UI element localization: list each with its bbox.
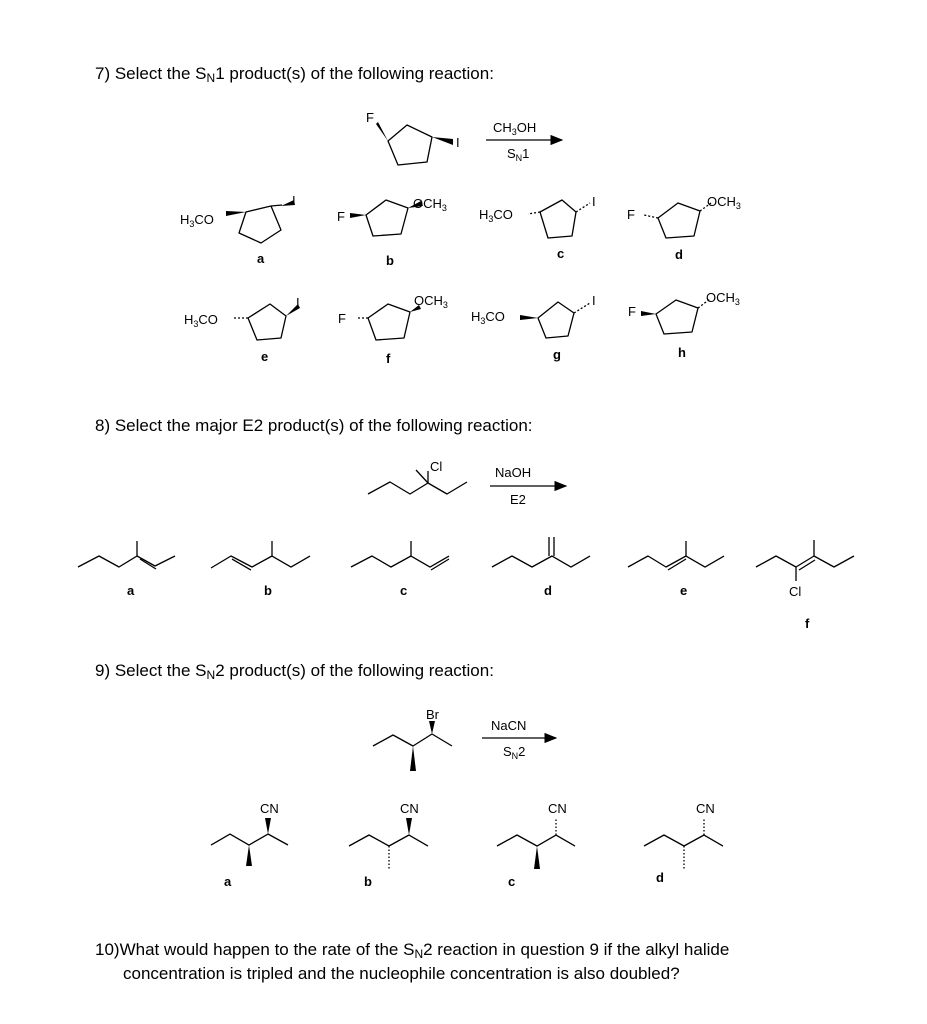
svg-text:CN: CN [260, 801, 279, 816]
q8-option-a[interactable] [78, 541, 175, 598]
q8-option-d[interactable] [492, 537, 590, 598]
q7-option-a[interactable] [180, 193, 296, 266]
svg-text:a: a [127, 583, 135, 598]
svg-text:CN: CN [696, 801, 715, 816]
q7-option-c[interactable] [479, 194, 596, 261]
svg-text:F: F [366, 110, 374, 125]
svg-text:CH3OH: $CH_3OH$ [493, 120, 537, 137]
svg-text:Br: Br [426, 707, 439, 722]
q8-option-b[interactable] [211, 541, 310, 598]
svg-text:c: c [400, 583, 408, 598]
svg-text:SN1: $S_N1$ [507, 146, 530, 163]
q9-option-a[interactable] [211, 801, 288, 889]
svg-text:c: c [508, 874, 516, 889]
svg-text:b: b [264, 583, 272, 598]
svg-text:c: c [557, 246, 565, 261]
question-9: 9) Select the $S_N2$ product(s) of the following reaction: [95, 661, 494, 682]
svg-text:d: d [675, 247, 683, 262]
svg-text:H3CO: $H_3CO$ [180, 212, 214, 229]
svg-text:e: e [680, 583, 688, 598]
svg-text:b: b [364, 874, 372, 889]
svg-text:OCH3: $OCH_3$ [414, 293, 448, 310]
q7-option-h[interactable] [628, 290, 740, 360]
svg-text:f: f [805, 616, 810, 631]
q8-reaction-arrow [490, 465, 566, 507]
svg-text:I: I [456, 135, 460, 150]
svg-text:CN: CN [548, 801, 567, 816]
q9-reaction-arrow [482, 718, 556, 761]
svg-text:f: f [386, 351, 391, 366]
svg-text:NaCN: NaCN [491, 718, 527, 733]
svg-text:H3CO: $H_3CO$ [471, 309, 505, 326]
q8-option-f[interactable] [756, 540, 854, 631]
q8-option-e[interactable] [628, 541, 724, 598]
q8-reactant [368, 459, 467, 494]
q7-option-f[interactable] [338, 293, 448, 366]
svg-text:d: d [544, 583, 552, 598]
q7-reaction-arrow [486, 120, 562, 163]
svg-text:d: d [656, 870, 664, 885]
q8-option-c[interactable] [351, 541, 449, 598]
q7-reactant [366, 110, 460, 165]
q9-option-c[interactable] [497, 801, 575, 889]
svg-text:e: e [261, 349, 269, 364]
svg-text:OCH3: $OCH_3$ [413, 196, 447, 213]
svg-text:b: b [386, 253, 394, 268]
q7-option-g[interactable] [471, 293, 596, 362]
svg-text:I: I [592, 293, 596, 308]
svg-text:a: a [257, 251, 265, 266]
svg-text:F: F [338, 311, 346, 326]
svg-text:Cl: Cl [430, 459, 443, 474]
svg-text:H3CO: $H_3CO$ [479, 207, 513, 224]
svg-text:CN: CN [400, 801, 419, 816]
q7-option-b[interactable] [337, 196, 447, 268]
svg-text:E2: E2 [510, 492, 526, 507]
svg-text:H3CO: $H_3CO$ [184, 312, 218, 329]
svg-text:F: F [337, 209, 345, 224]
q9-option-d[interactable] [644, 801, 723, 885]
svg-text:h: h [678, 345, 686, 360]
question-7: 7) Select the $S_N1$ product(s) of the following reaction: [95, 64, 494, 85]
svg-text:I: I [292, 193, 296, 208]
q9-reactant [373, 707, 452, 771]
svg-text:NaOH: NaOH [495, 465, 532, 480]
question-8: 8) Select the major E2 product(s) of the following reaction: [95, 416, 533, 435]
svg-text:a: a [224, 874, 232, 889]
svg-text:F: F [627, 207, 635, 222]
svg-text:F: F [628, 304, 636, 319]
question-10: 10)What would happen to the rate of the $S_N2$ reaction in question 9 if the alkyl halide concentration is tripled and the nucleophile concentration is also doubled? [95, 940, 730, 983]
q7-option-d[interactable] [627, 194, 741, 262]
svg-text:g: g [553, 347, 561, 362]
svg-text:Cl: Cl [789, 584, 802, 599]
svg-text:OCH3: $OCH_3$ [706, 290, 740, 307]
svg-text:I: I [296, 295, 300, 310]
q7-option-e[interactable] [184, 295, 300, 364]
q9-option-b[interactable] [349, 801, 428, 889]
svg-text:I: I [592, 194, 596, 209]
svg-text:OCH3: $OCH_3$ [707, 194, 741, 211]
svg-text:SN2: $S_N2$ [503, 744, 526, 761]
